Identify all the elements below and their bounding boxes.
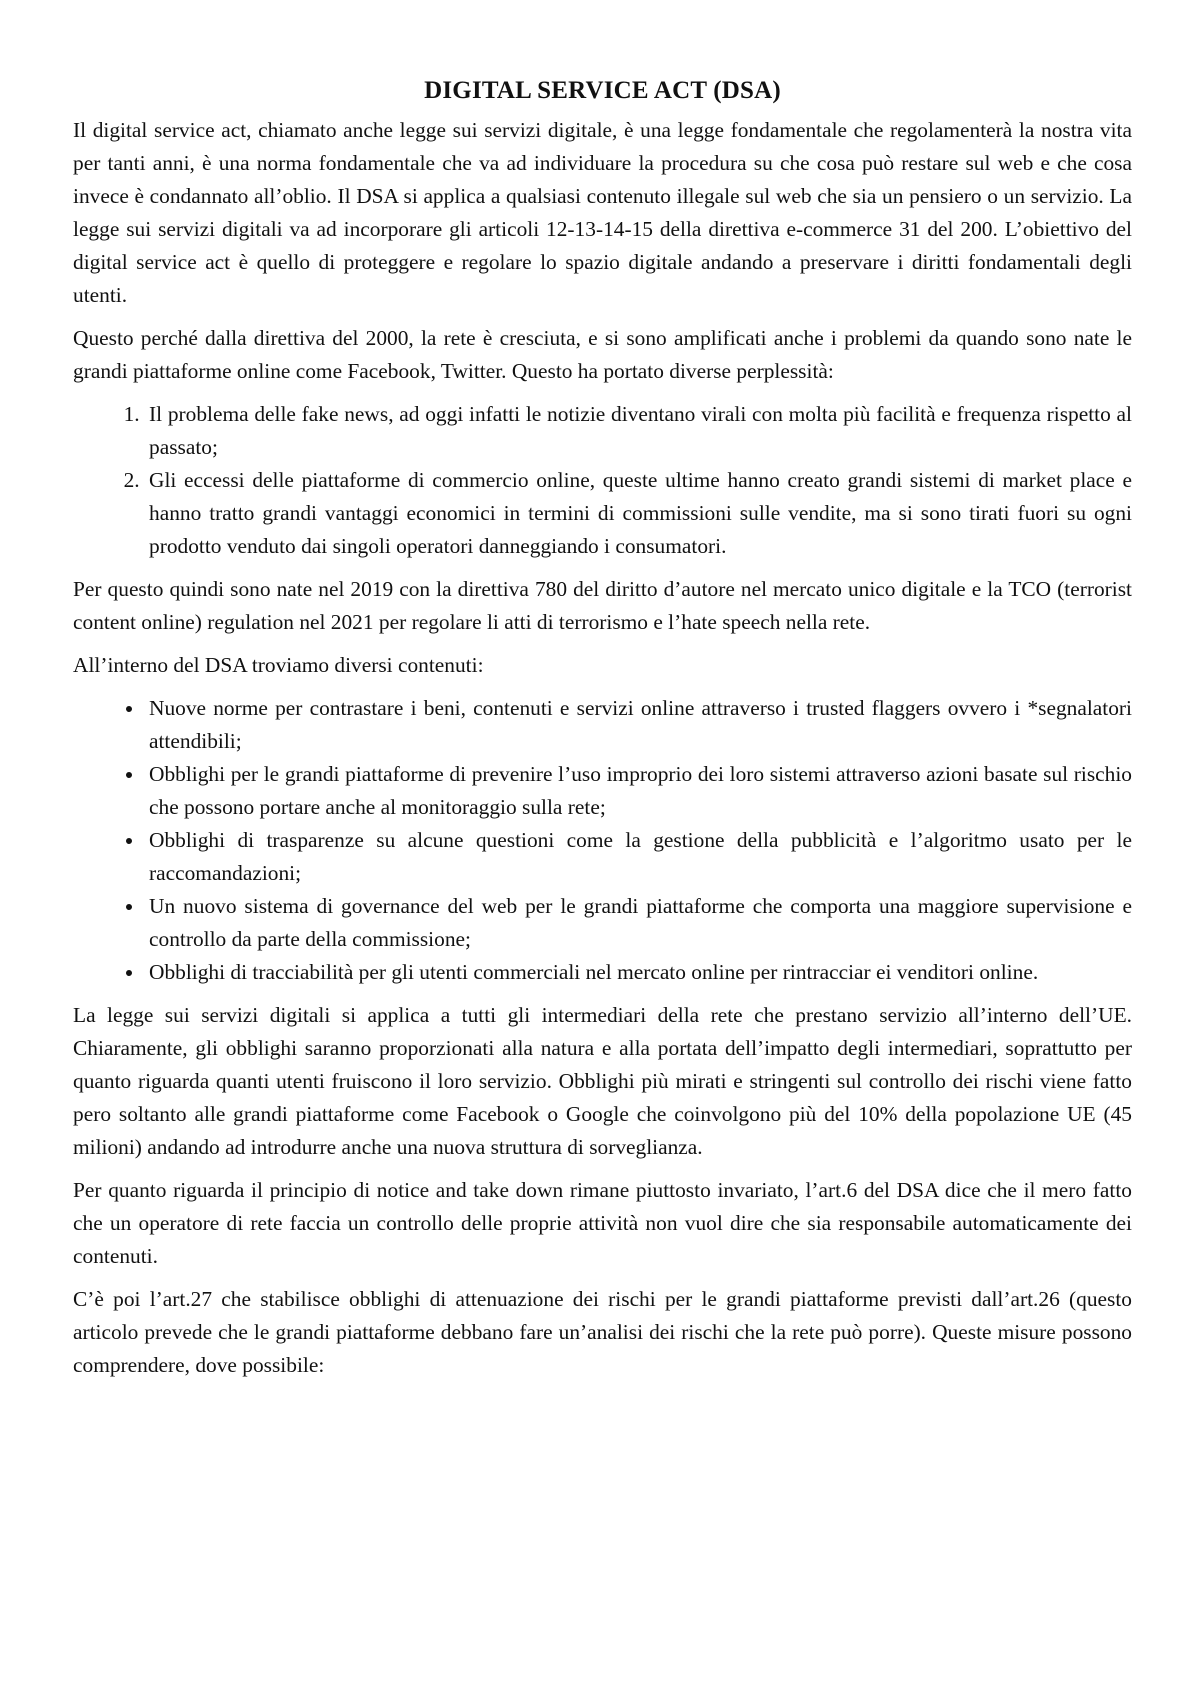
paragraph-regulations: Per questo quindi sono nate nel 2019 con la direttiva 780 del diritto d’autore nel mercato unico digitale e la TCO (terrorist content online) regulation nel 2021 per regolare li atti di terrorismo e l’hate speech nella rete.	[73, 577, 1132, 634]
paragraph-context: Questo perché dalla direttiva del 2000, la rete è cresciuta, e si sono amplificati anche i problemi da quando sono nate le grandi piattaforme online come Facebook, Twitter. Questo ha portato diverse perplessità:	[73, 326, 1132, 383]
paragraph-intro: Il digital service act, chiamato anche legge sui servizi digitale, è una legge fondamentale che regolamenterà la nostra vita per tanti anni, è una norma fondamentale che va ad individuare la procedura su che cosa può restare sul web e che cosa invece è condannato all’oblio. Il DSA si applica a qualsiasi contenuto illegale sul web che sia un pensiero o un servizio. La legge sui servizi digitali va ad incorporare gli articoli 12-13-14-15 della direttiva e-commerce 31 del 200. L’obiettivo del digital service act è quello di proteggere e regolare lo spazio digitale andando a preservare i diritti fondamentali degli utenti.	[73, 118, 1132, 307]
bullet-list-item: • Un nuovo sistema di governance del web per le grandi piattaforme che comporta una maggiore supervisione e controllo da parte della commissione;	[145, 890, 1132, 956]
bullet-list-item: • Obblighi per le grandi piattaforme di prevenire l’uso improprio dei loro sistemi attraverso azioni basate sul rischio che possono portare anche al monitoraggio sulla rete;	[145, 758, 1132, 824]
bullet-list-item: • Nuove norme per contrastare i beni, contenuti e servizi online attraverso i trusted flaggers ovvero i *segnalatori attendibili;	[145, 692, 1132, 758]
bullet-list	[73, 692, 1132, 989]
paragraph-scope: La legge sui servizi digitali si applica a tutti gli intermediari della rete che prestano servizio all’interno dell’UE. Chiaramente, gli obblighi saranno proporzionati alla natura e alla portata dell’impatto degli intermediari, soprattutto per quanto riguarda quanti utenti fruiscono il loro servizio. Obblighi più mirati e stringenti sul controllo dei rischi viene fatto pero soltanto alle grandi piattaforme come Facebook o Google che coinvolgono più del 10% della popolazione UE (45 milioni) andando ad introdurre anche una nuova struttura di sorveglianza.	[73, 1003, 1132, 1159]
paragraph-art27: C’è poi l’art.27 che stabilisce obblighi di attenuazione dei rischi per le grandi piattaforme previsti dall’art.26 (questo articolo prevede che le grandi piattaforme debbano fare un’analisi dei rischi che la rete può porre). Queste misure possono comprendere, dove possibile:	[73, 1287, 1132, 1377]
bullet-list-item: • Obblighi di trasparenze su alcune questioni come la gestione della pubblicità e l’algoritmo usato per le raccomandazioni;	[145, 824, 1132, 890]
paragraph-contents-intro: All’interno del DSA troviamo diversi contenuti:	[73, 653, 484, 677]
document-title: DIGITAL SERVICE ACT (DSA)	[424, 77, 781, 104]
bullet-list-item: • Obblighi di tracciabilità per gli utenti commerciali nel mercato online per rintracciar ei venditori online.	[145, 956, 1132, 989]
numbered-list-item: 1. Il problema delle fake news, ad oggi infatti le notizie diventano virali con molta più facilità e frequenza rispetto al passato;	[145, 398, 1132, 464]
paragraph-notice-takedown: Per quanto riguarda il principio di notice and take down rimane piuttosto invariato, l’art.6 del DSA dice che il mero fatto che un operatore di rete faccia un controllo delle proprie attività non vuol dire che sia responsabile automaticamente dei contenuti.	[73, 1178, 1132, 1268]
numbered-list	[73, 398, 1132, 563]
numbered-list-item: 2. Gli eccessi delle piattaforme di commercio online, queste ultime hanno creato grandi sistemi di market place e hanno tratto grandi vantaggi economici in termini di commissioni sulle vendite, ma si sono tirati fuori su ogni prodotto venduto dai singoli operatori danneggiando i consumatori.	[145, 464, 1132, 563]
